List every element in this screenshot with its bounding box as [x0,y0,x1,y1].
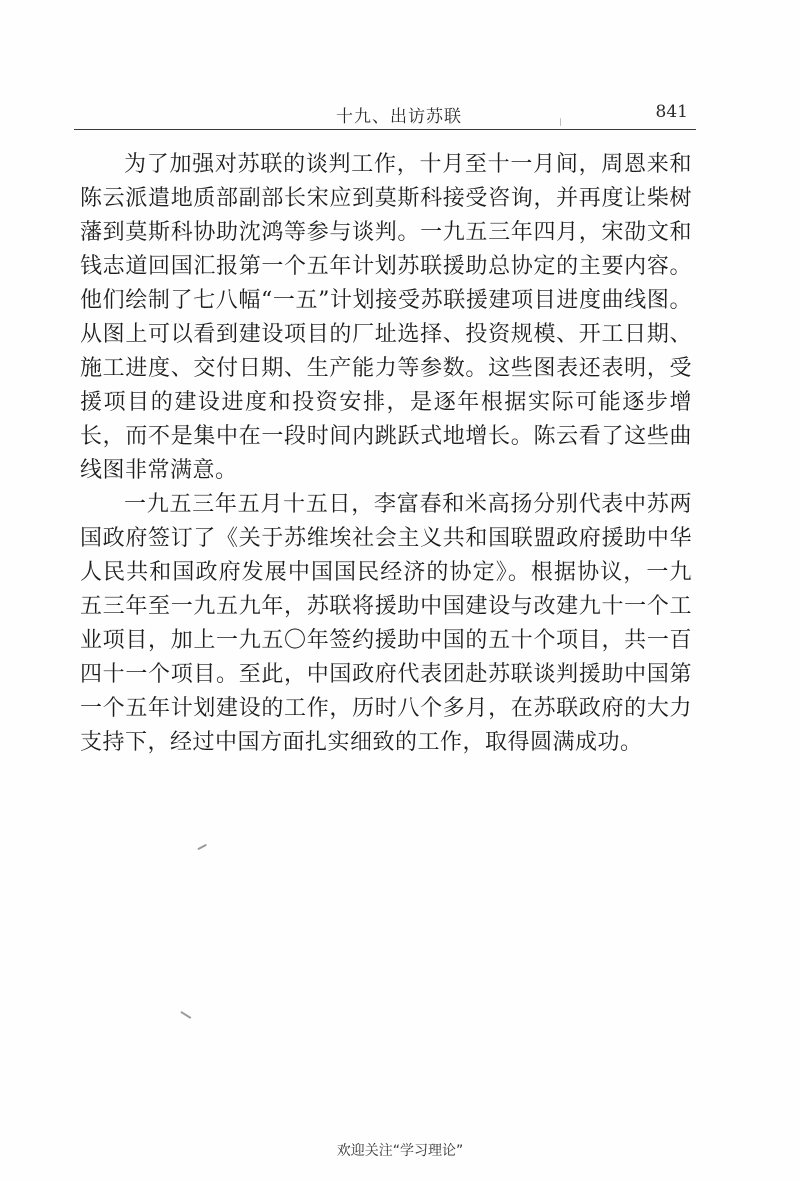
page-header [74,100,696,136]
header-rule [74,129,696,130]
paragraph-1: 为了加强对苏联的谈判工作，十月至十一月间，周恩来和陈云派遣地质部副部长宋应到莫斯科接受咨询，并再度让柴树藩到莫斯科协助沈鸿等参与谈判。一九五三年四月，宋劭文和钱志道回国汇报第一个五年计划苏联援助总协定的主要内容。他们绘制了七八幅“一五”计划接受苏联援建项目进度曲线图。从图上可以看到建设项目的厂址选择、投资规模、开工日期、施工进度、交付日期、生产能力等参数。这些图表还表明，受援项目的建设进度和投资安排，是逐年根据实际可能逐步增长，而不是集中在一段时间内跳跃式地增长。陈云看了这些曲线图非常满意。 [80,152,692,483]
scan-speck [560,118,561,126]
page-number: 841 [655,102,688,122]
footer-note: 欢迎关注“学习理论” [336,1143,464,1159]
scan-speck [181,1011,192,1019]
scan-speck [197,844,207,850]
paragraph-2: 一九五三年五月十五日，李富春和米高扬分别代表中苏两国政府签订了《关于苏维埃社会主义共和国联盟政府援助中华人民共和国政府发展中国国民经济的协定》。根据协议，一九五三年至一九五九年，苏联将援助中国建设与改建九十一个工业项目，加上一九五〇年签约援助中国的五十个项目，共一百四十一个项目。至此，中国政府代表团赴苏联谈判援助中国第一个五年计划建设的工作，历时八个多月，在苏联政府的大力支持下，经过中国方面扎实细致的工作，取得圆满成功。 [80,492,692,755]
body-text [80,148,692,760]
running-title: 十九、出访苏联 [336,107,462,127]
